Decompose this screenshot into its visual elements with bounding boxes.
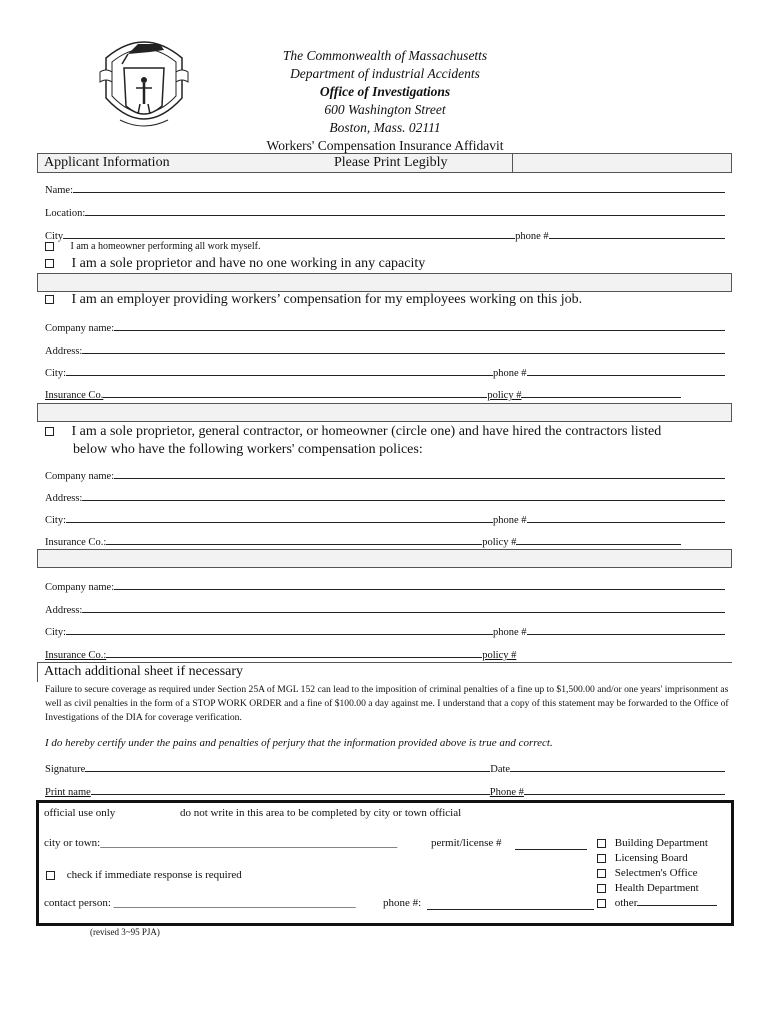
bar-divider [512,154,513,172]
contractor2-city-phone-row[interactable] [45,622,725,638]
header-city: Boston, Mass. 02111 [329,120,441,135]
policy-label: policy # [482,537,517,548]
homeowner-option-label: I am a homeowner performing all work myself. [70,241,261,252]
header-street: 600 Washington Street [324,102,446,117]
contractors-checkbox[interactable] [45,427,54,436]
insurance-label: Insurance Co.: [45,537,107,548]
contractors-option-line1: I am a sole proprietor, general contractor, or homeowner (circle one) and have hired the contractors listed [71,424,662,439]
official-use-title: official use only [44,807,116,819]
dept-selectmen[interactable] [597,866,717,881]
employer-option[interactable] [45,292,582,308]
city-label: City [45,231,64,242]
signature-date-row[interactable] [45,759,725,775]
dept-health-label: Health Department [614,882,699,894]
print-legibly-label: Please Print Legibly [334,155,448,170]
sole-proprietor-option[interactable] [45,256,425,272]
dept-building[interactable] [597,836,717,851]
contractor2-address-field[interactable] [45,600,725,616]
sole-proprietor-checkbox[interactable] [45,259,54,268]
contractors-option[interactable] [45,423,735,459]
employer-city-phone-row[interactable] [45,363,725,379]
address-label: Address: [45,493,83,504]
address-label: Address: [45,346,83,357]
city-phone-row[interactable] [45,226,725,242]
dept-health[interactable] [597,881,717,896]
insurance-label: Insurance Co.: [45,650,107,661]
employer-insurance-policy-row[interactable] [45,385,681,401]
dept-licensing[interactable] [597,851,717,866]
insurance-label: Insurance Co. [45,390,104,401]
employer-company-field[interactable] [45,318,725,334]
applicant-info-bar [37,153,732,173]
form-title: Workers' Compensation Insurance Affidavit [266,138,504,153]
department-checklist [597,836,717,911]
contractor1-company-field[interactable] [45,466,725,482]
policy-label: policy # [482,650,517,661]
penalty-notice: Failure to secure coverage as required under Section 25A of MGL 152 can lead to the imposition of criminal penalties of a fine up to $1,500.00 and/or one years' imprisonment as well as civil penalties in the form of a STOP WORK ORDER and a fine of $100.00 a day against me. I understand that a copy of this statement may be forwarded to the Office of Investigations of the DIA for coverage verification. [45,684,729,723]
contractor1-insurance-policy-row[interactable] [45,532,681,548]
city-label: City: [45,368,67,379]
official-phone-line[interactable] [427,909,594,910]
location-field[interactable] [45,203,725,219]
contractor1-address-field[interactable] [45,488,725,504]
dept-other-label: other [614,897,638,909]
city-label: City: [45,515,67,526]
phone-label: Phone # [489,787,524,798]
section-divider-bar [37,549,732,568]
dept-other[interactable] [597,896,717,911]
header-commonwealth: The Commonwealth of Massachusetts [282,48,488,63]
sole-proprietor-label: I am a sole proprietor and have no one working in any capacity [71,256,426,271]
revision-note: (revised 3~95 PJA) [90,927,160,937]
employer-checkbox[interactable] [45,295,54,304]
print-name-phone-row[interactable] [45,782,725,798]
section-divider-bar [37,403,732,422]
phone-label: phone # [493,515,527,526]
phone-label: phone #: [383,897,422,909]
address-label: Address: [45,605,83,616]
company-name-label: Company name: [45,323,115,334]
city-town-field[interactable]: city or town:______________________________________________________ [44,837,398,849]
name-field[interactable] [45,180,725,196]
immediate-response-option[interactable] [46,869,242,881]
employer-address-field[interactable] [45,341,725,357]
other-checkbox[interactable] [597,899,606,908]
company-name-label: Company name: [45,582,115,593]
selectmen-checkbox[interactable] [597,869,606,878]
company-name-label: Company name: [45,471,115,482]
dept-licensing-label: Licensing Board [614,852,688,864]
other-line[interactable] [637,905,717,906]
header-office: Office of Investigations [319,84,451,99]
dept-selectmen-label: Selectmen's Office [614,867,698,879]
print-name-label: Print name [45,787,91,798]
licensing-checkbox[interactable] [597,854,606,863]
contractor2-insurance-policy-row[interactable] [45,645,681,661]
homeowner-checkbox[interactable] [45,242,54,251]
date-label: Date [490,764,511,775]
city-label: City: [45,627,67,638]
building-checkbox[interactable] [597,839,606,848]
official-use-box [36,800,734,926]
phone-label: phone # [493,627,527,638]
dept-building-label: Building Department [614,837,708,849]
phone-label: phone # [493,368,527,379]
location-label: Location: [45,208,86,219]
permit-license-label: permit/license # [431,837,502,849]
name-label: Name: [45,185,73,196]
health-checkbox[interactable] [597,884,606,893]
certification-statement: I do hereby certify under the pains and penalties of perjury that the information provided above is true and correct. [45,737,553,749]
signature-label: Signature [45,764,86,775]
attach-bar [37,662,732,682]
contractor1-city-phone-row[interactable] [45,510,725,526]
applicant-info-label: Applicant Information [44,155,170,170]
attach-label: Attach additional sheet if necessary [44,664,244,679]
permit-license-line[interactable] [515,849,587,850]
massachusetts-seal-logo [98,28,190,138]
homeowner-option[interactable] [45,241,260,252]
contractors-option-line2: below who have the following workers' compensation polices: [73,442,423,457]
immediate-response-label: check if immediate response is required [66,869,242,881]
immediate-response-checkbox[interactable] [46,871,55,880]
official-use-note: do not write in this area to be completed by city or town official [180,807,462,819]
header-department: Department of industrial Accidents [290,66,480,81]
phone-label: phone # [515,231,549,242]
contact-person-field[interactable]: contact person: ____________________________________________ [44,897,356,909]
contractor2-company-field[interactable] [45,577,725,593]
employer-option-label: I am an employer providing workers’ compensation for my employees working on this job. [71,292,583,307]
document-header [200,47,570,155]
section-divider-bar [37,273,732,292]
policy-label: policy # [487,390,522,401]
